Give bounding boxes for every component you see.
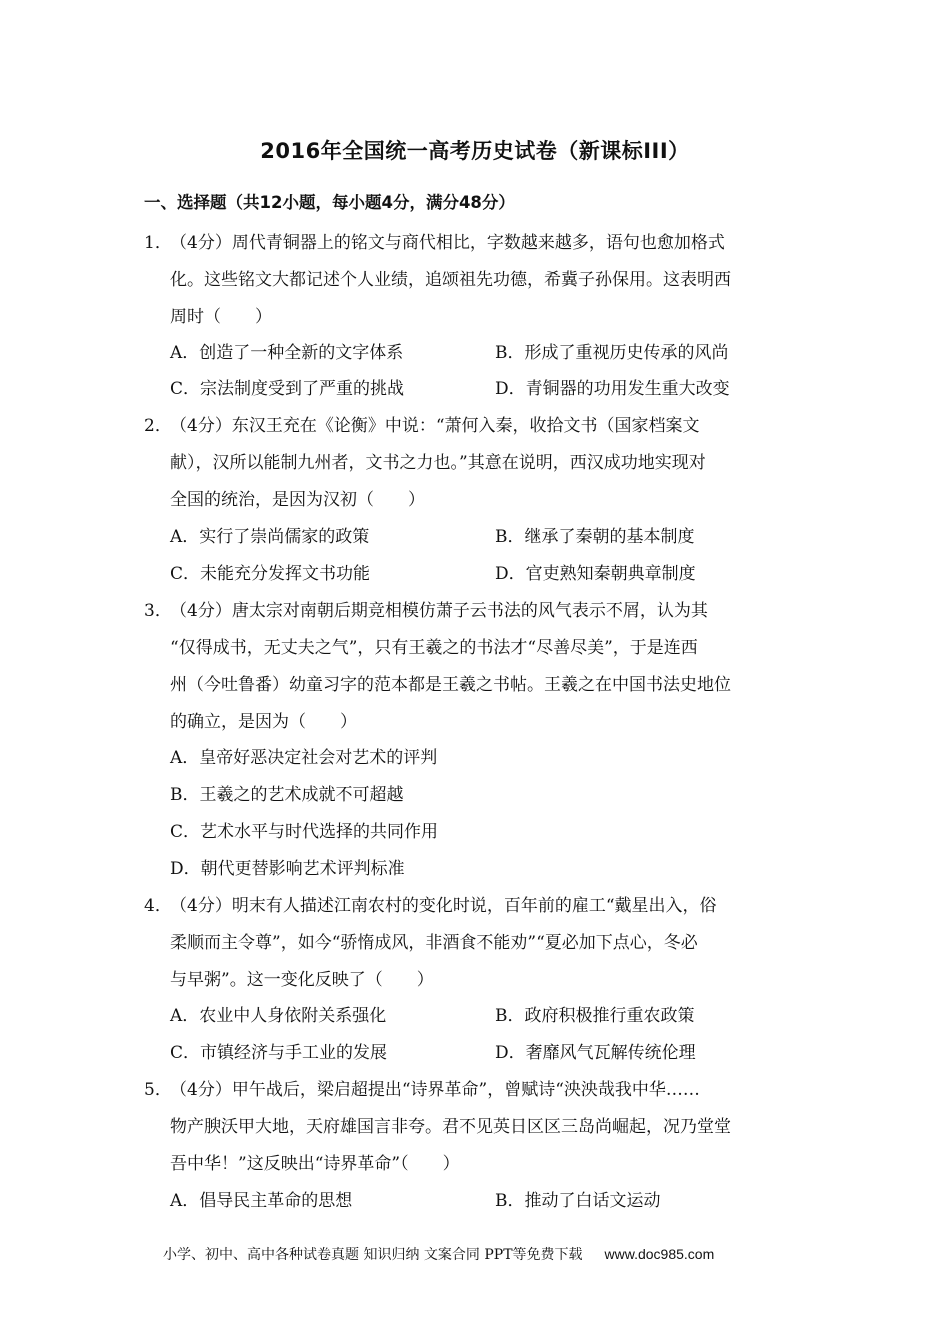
question-3-number: 3． xyxy=(144,601,172,621)
question-3-option-b: B．王羲之的艺术成就不可超越 xyxy=(170,785,404,805)
question-2-line-1: （4分）东汉王充在《论衡》中说：“萧何入秦，收拾文书（国家档案文 xyxy=(170,416,700,436)
question-1-line-1: （4分）周代青铜器上的铭文与商代相比，字数越来越多，语句也愈加格式 xyxy=(170,233,725,253)
page-footer xyxy=(163,1244,714,1264)
question-4-option-d: D．奢靡风气瓦解传统伦理 xyxy=(495,1043,696,1063)
question-1-option-b: B．形成了重视历史传承的风尚 xyxy=(495,343,729,363)
question-1-number: 1． xyxy=(144,233,172,253)
question-2-number: 2． xyxy=(144,416,172,436)
question-3-line-1: （4分）唐太宗对南朝后期竞相模仿萧子云书法的风气表示不屑，认为其 xyxy=(170,601,708,621)
question-3-line-3: 州（今吐鲁番）幼童习字的范本都是王羲之书帖。王羲之在中国书法史地位 xyxy=(170,675,731,695)
question-2-option-a: A．实行了崇尚儒家的政策 xyxy=(170,527,370,547)
question-1-line-2: 化。这些铭文大都记述个人业绩，追颂祖先功德，希冀子孙保用。这表明西 xyxy=(170,270,731,290)
question-5-line-3: 吾中华！”这反映出“诗界革命”（ ） xyxy=(170,1154,460,1174)
question-5-option-b: B．推动了白话文运动 xyxy=(495,1191,661,1211)
question-3-option-d: D．朝代更替影响艺术评判标准 xyxy=(170,859,405,879)
question-4-line-1: （4分）明末有人描述江南农村的变化时说，百年前的雇工“戴星出入，俗 xyxy=(170,896,717,916)
page-title: 2016年全国统一高考历史试卷（新课标III） xyxy=(260,139,690,163)
question-1-line-3: 周时（ ） xyxy=(170,307,272,327)
question-1-option-d: D．青铜器的功用发生重大改变 xyxy=(495,379,730,399)
question-2-option-d: D．官吏熟知秦朝典章制度 xyxy=(495,564,696,584)
question-5-number: 5． xyxy=(144,1080,172,1100)
footer-url-link[interactable]: www.doc985.com xyxy=(604,1246,715,1262)
question-2-line-2: 献），汉所以能制九州者，文书之力也。”其意在说明，西汉成功地实现对 xyxy=(170,453,706,473)
question-4-line-2: 柔顺而主令尊”，如今“骄惰成风，非酒食不能劝”“夏必加下点心，冬必 xyxy=(170,933,698,953)
question-4-line-3: 与早粥”。这一变化反映了（ ） xyxy=(170,970,434,990)
question-4-number: 4． xyxy=(144,896,172,916)
question-3-line-4: 的确立，是因为（ ） xyxy=(170,712,357,732)
question-1-option-a: A．创造了一种全新的文字体系 xyxy=(170,343,404,363)
question-2-line-3: 全国的统治，是因为汉初（ ） xyxy=(170,490,425,510)
question-2-option-c: C．未能充分发挥文书功能 xyxy=(170,564,371,584)
question-4-option-c: C．市镇经济与手工业的发展 xyxy=(170,1043,388,1063)
question-5-option-a: A．倡导民主革命的思想 xyxy=(170,1191,353,1211)
section-heading: 一、选择题（共12小题，每小题4分，满分48分） xyxy=(144,193,515,212)
question-3-option-c: C．艺术水平与时代选择的共同作用 xyxy=(170,822,439,842)
footer-text: 小学、初中、高中各种试卷真题 知识归纳 文案合同 PPT等免费下载 xyxy=(163,1247,583,1263)
question-5-line-1: （4分）甲午战后，梁启超提出“诗界革命”，曾赋诗“泱泱哉我中华…… xyxy=(170,1080,700,1100)
question-3-line-2: “仅得成书，无丈夫之气”，只有王羲之的书法才“尽善尽美”，于是连西 xyxy=(170,638,698,658)
question-4-option-a: A．农业中人身依附关系强化 xyxy=(170,1006,387,1026)
question-5-line-2: 物产腴沃甲大地，天府雄国言非夸。君不见英日区区三岛尚崛起，况乃堂堂 xyxy=(170,1117,731,1137)
question-3-option-a: A．皇帝好恶决定社会对艺术的评判 xyxy=(170,748,438,768)
question-4-option-b: B．政府积极推行重农政策 xyxy=(495,1006,695,1026)
question-1-option-c: C．宗法制度受到了严重的挑战 xyxy=(170,379,405,399)
question-2-option-b: B．继承了秦朝的基本制度 xyxy=(495,527,695,547)
